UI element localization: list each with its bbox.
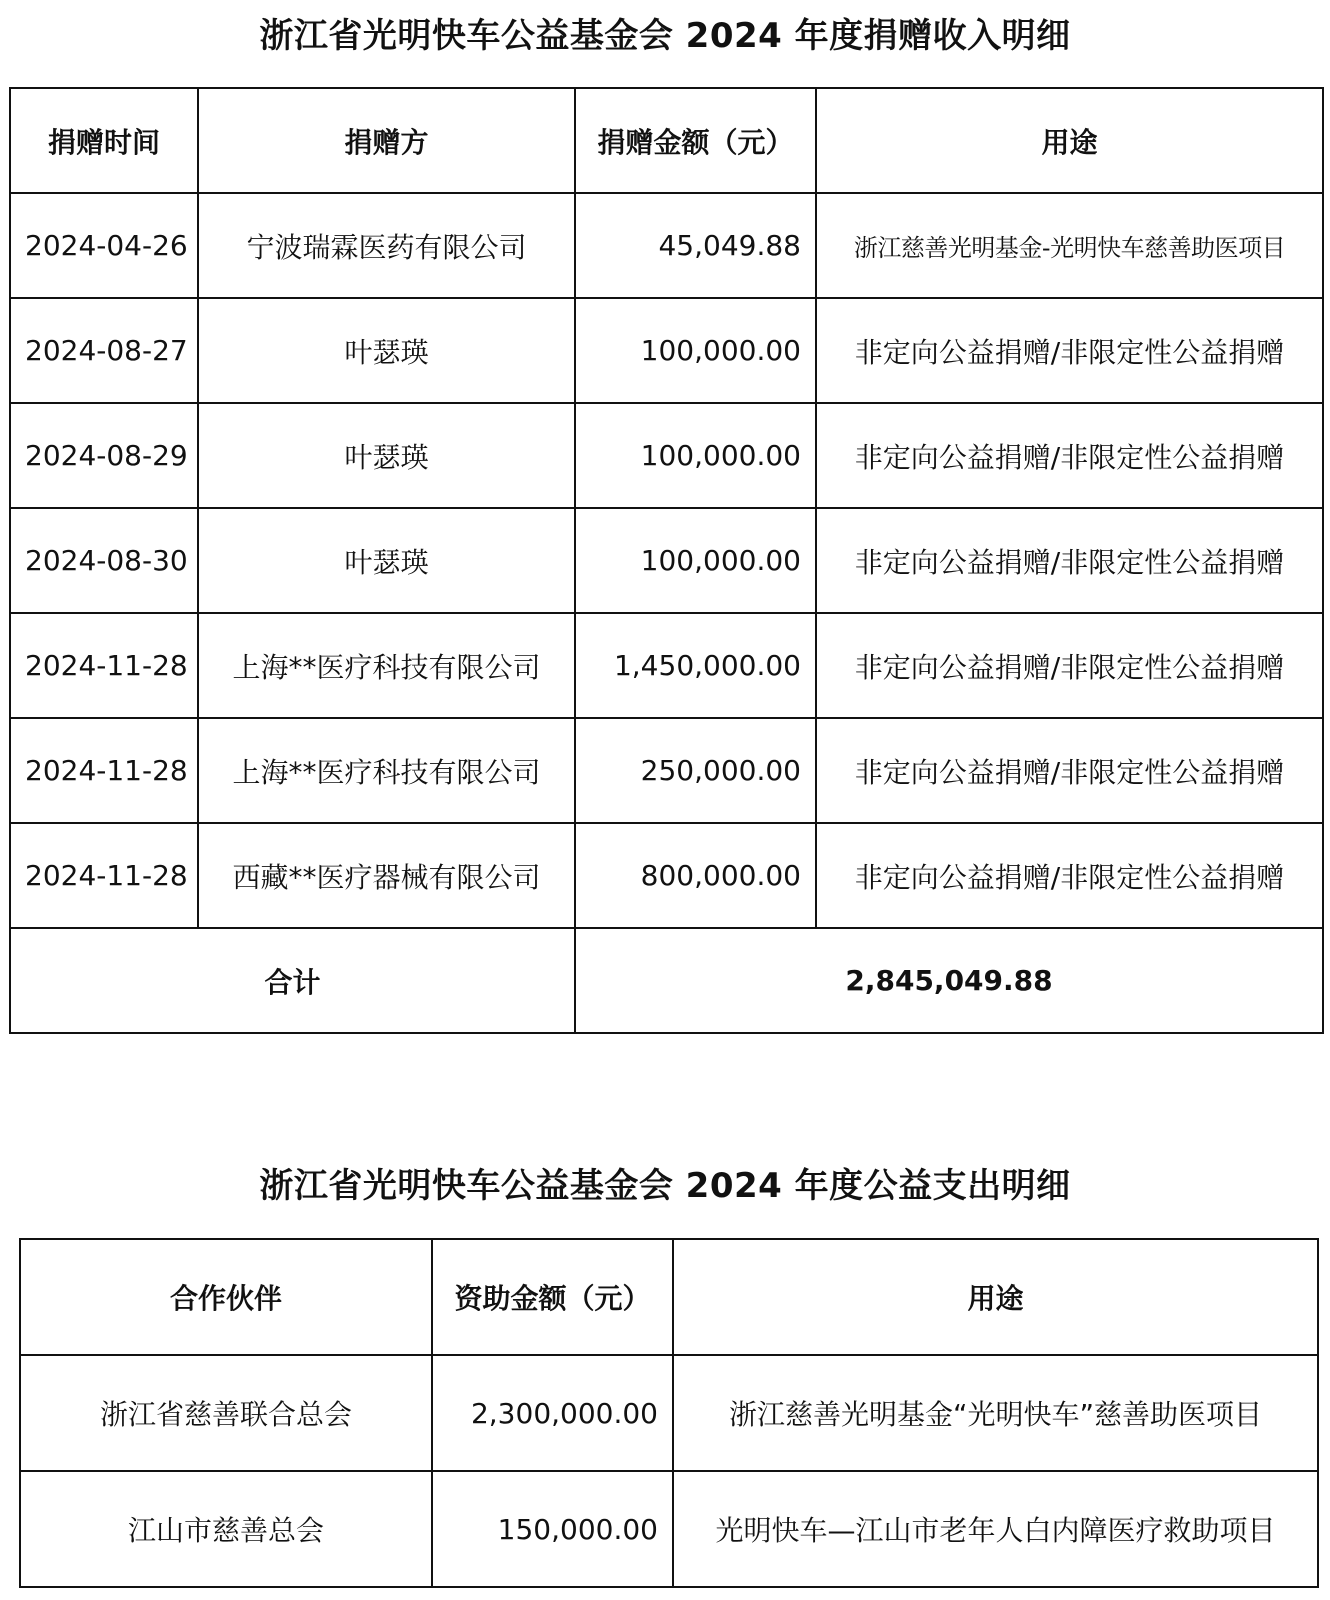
cell-date: 2024-04-26: [10, 193, 198, 298]
total-row: [10, 928, 1323, 1033]
cell-amount: 2,300,000.00: [432, 1355, 673, 1471]
table-header-row: [10, 88, 1323, 193]
table-header-row: [20, 1239, 1318, 1355]
cell-purpose: 浙江慈善光明基金“光明快车”慈善助医项目: [673, 1355, 1318, 1471]
cell-donor: 叶瑟瑛: [198, 403, 575, 508]
table-row: [20, 1471, 1318, 1587]
table-row: [10, 823, 1323, 928]
cell-date: 2024-08-27: [10, 298, 198, 403]
cell-amount: 1,450,000.00: [575, 613, 816, 718]
cell-purpose: 非定向公益捐赠/非限定性公益捐赠: [816, 823, 1323, 928]
table-row: [10, 193, 1323, 298]
cell-purpose: 光明快车—江山市老年人白内障医疗救助项目: [673, 1471, 1318, 1587]
cell-date: 2024-08-29: [10, 403, 198, 508]
total-label: 合计: [10, 928, 575, 1033]
expense-table: [19, 1238, 1319, 1588]
cell-amount: 100,000.00: [575, 298, 816, 403]
cell-donor: 西藏**医疗器械有限公司: [198, 823, 575, 928]
cell-purpose: 非定向公益捐赠/非限定性公益捐赠: [816, 403, 1323, 508]
cell-donor: 叶瑟瑛: [198, 508, 575, 613]
cell-purpose: 非定向公益捐赠/非限定性公益捐赠: [816, 613, 1323, 718]
cell-donor: 宁波瑞霖医药有限公司: [198, 193, 575, 298]
table-row: [10, 298, 1323, 403]
cell-amount: 100,000.00: [575, 508, 816, 613]
cell-date: 2024-11-28: [10, 823, 198, 928]
header-partner: 合作伙伴: [20, 1239, 432, 1355]
header-purpose: 用途: [816, 88, 1323, 193]
cell-purpose: 非定向公益捐赠/非限定性公益捐赠: [816, 298, 1323, 403]
header-amount: 资助金额（元）: [432, 1239, 673, 1355]
cell-date: 2024-08-30: [10, 508, 198, 613]
cell-date: 2024-11-28: [10, 718, 198, 823]
total-value: 2,845,049.88: [575, 928, 1323, 1033]
table-row: [10, 508, 1323, 613]
expense-title: 浙江省光明快车公益基金会 2024 年度公益支出明细: [259, 1166, 1071, 1206]
header-date: 捐赠时间: [10, 88, 198, 193]
cell-purpose: 非定向公益捐赠/非限定性公益捐赠: [816, 718, 1323, 823]
table-row: [20, 1355, 1318, 1471]
cell-donor: 叶瑟瑛: [198, 298, 575, 403]
cell-purpose: 浙江慈善光明基金-光明快车慈善助医项目: [816, 193, 1323, 298]
table-row: [10, 718, 1323, 823]
cell-donor: 上海**医疗科技有限公司: [198, 718, 575, 823]
header-donor: 捐赠方: [198, 88, 575, 193]
cell-amount: 45,049.88: [575, 193, 816, 298]
table-row: [10, 613, 1323, 718]
cell-partner: 浙江省慈善联合总会: [20, 1355, 432, 1471]
cell-date: 2024-11-28: [10, 613, 198, 718]
income-title: 浙江省光明快车公益基金会 2024 年度捐赠收入明细: [259, 16, 1071, 56]
header-amount: 捐赠金额（元）: [575, 88, 816, 193]
cell-amount: 100,000.00: [575, 403, 816, 508]
cell-amount: 800,000.00: [575, 823, 816, 928]
cell-amount: 250,000.00: [575, 718, 816, 823]
income-table: [9, 87, 1324, 1034]
header-purpose: 用途: [673, 1239, 1318, 1355]
cell-donor: 上海**医疗科技有限公司: [198, 613, 575, 718]
cell-purpose: 非定向公益捐赠/非限定性公益捐赠: [816, 508, 1323, 613]
cell-partner: 江山市慈善总会: [20, 1471, 432, 1587]
table-row: [10, 403, 1323, 508]
cell-amount: 150,000.00: [432, 1471, 673, 1587]
